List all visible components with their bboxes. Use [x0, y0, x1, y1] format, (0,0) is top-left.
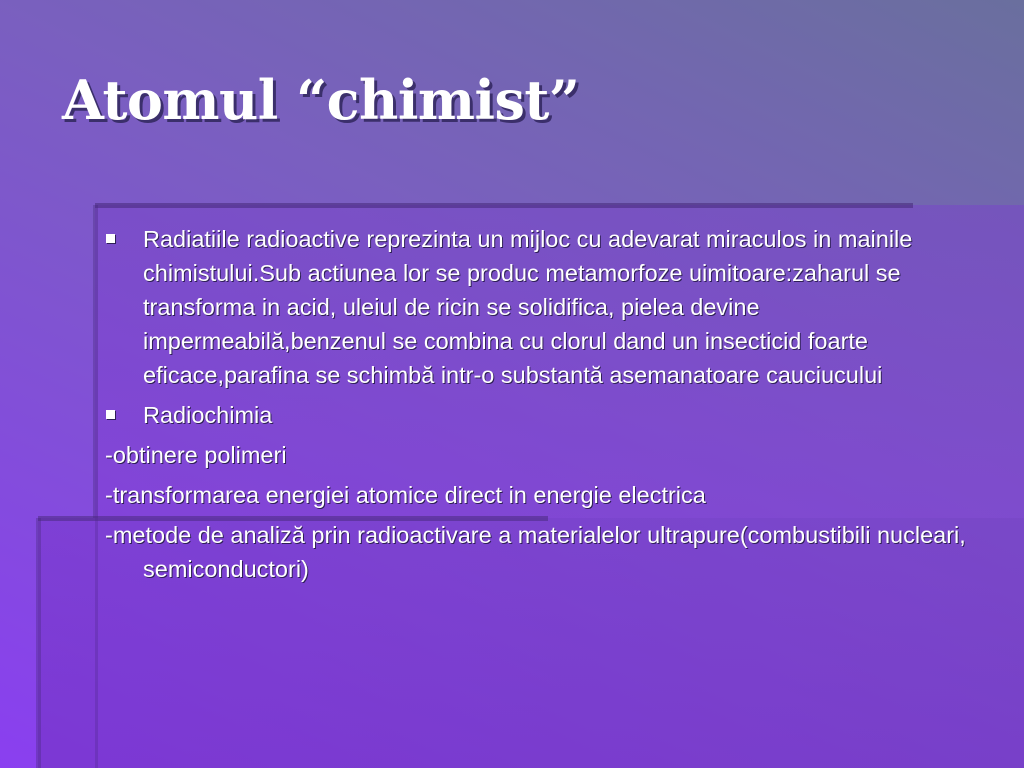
decorative-edge-lower [36, 518, 41, 768]
bullet-item [105, 398, 985, 432]
slide-content [105, 222, 985, 592]
decorative-edge-inner [95, 518, 98, 768]
square-bullet-icon [106, 234, 115, 243]
bullet-item [105, 222, 985, 392]
text-line: -obtinere polimeri [105, 442, 287, 468]
slide-title: Atomul “chimist” [62, 68, 580, 132]
decorative-line-upper [95, 203, 913, 208]
bullet-text: Radiochimia [143, 402, 273, 428]
square-bullet-icon [106, 410, 115, 419]
text-line: -transformarea energiei atomice direct in energie electrica [105, 482, 706, 508]
bullet-text: Radiatiile radioactive reprezinta un mijloc cu adevarat miraculos in mainile chimistului.Sub actiunea lor se produc metamorfoze uimitoare:zaharul se transforma in acid, uleiul de ricin se solidifica, pielea devine impermeabilă,benzenul se combina cu clorul dand un insecticid foarte eficace,parafina se schimbă intr-o substantă asemanatoare cauciucului [143, 226, 913, 388]
text-line: -metode de analiză prin radioactivare a materialelor ultrapure(combustibili nucleari, semiconductori) [105, 522, 966, 582]
decorative-edge-upper [93, 205, 98, 518]
